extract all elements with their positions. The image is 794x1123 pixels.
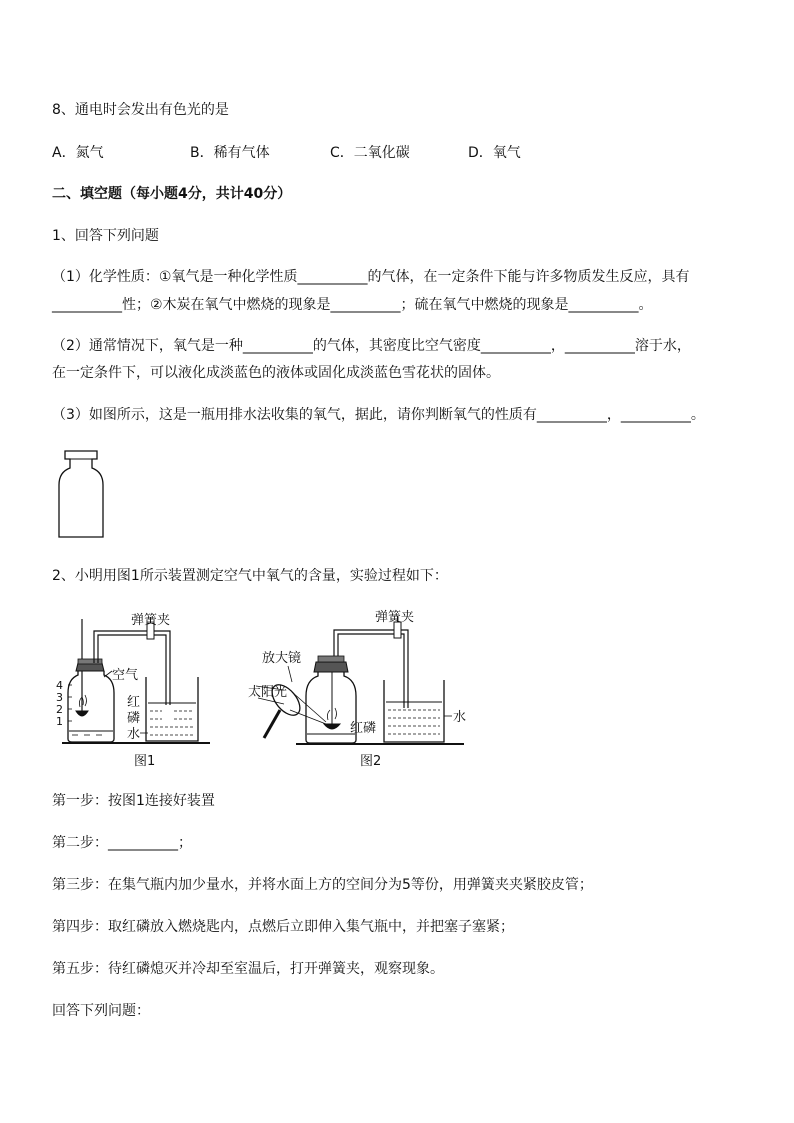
section-heading: 二、填空题（每小题4分，共计40分） <box>52 186 292 202</box>
step-5: 第五步：待红磷熄灭并冷却至室温后，打开弹簧夹，观察现象。 <box>52 961 444 977</box>
fq2-title: 2、小明用图1所示装置测定空气中氧气的含量，实验过程如下： <box>52 568 448 584</box>
step-4: 第四步：取红磷放入燃烧匙内，点燃后立即伸入集气瓶中，并把塞子塞紧； <box>52 919 514 935</box>
fig2-clamp-label: 弹簧夹 <box>375 610 415 625</box>
figure-2-apparatus <box>248 600 470 770</box>
fq1-p1-line2: __________性；②木炭在氧气中燃烧的现象是__________；硫在氧气中燃烧的现象是__________。 <box>52 297 653 313</box>
fig1-phos-label: 磷 <box>127 711 141 726</box>
fig2-water-label: 水 <box>453 710 467 725</box>
step-3: 第三步：在集气瓶内加少量水，并将水面上方的空间分为5等份，用弹簧夹夹紧胶皮管； <box>52 877 593 893</box>
fig1-scale-3: 3 <box>56 691 63 704</box>
fq1-p2-line1: （2）通常情况下，氧气是一种__________的气体，其密度比空气密度__________，__________溶于水， <box>52 338 691 354</box>
gas-bottle-outline <box>59 451 103 537</box>
q8-stem: 8、通电时会发出有色光的是 <box>52 102 229 118</box>
q8-option-a: A．氮气 <box>52 145 104 161</box>
fq1-p3-line1: （3）如图所示，这是一瓶用排水法收集的氧气，据此，请你判断氧气的性质有__________，__________。 <box>52 407 705 423</box>
fig1-water-label: 水 <box>127 727 141 742</box>
step-1: 第一步：按图1连接好装置 <box>52 793 215 809</box>
fig1-red-label: 红 <box>127 695 141 710</box>
fq1-title: 1、回答下列问题 <box>52 228 159 244</box>
q8-option-d: D．氧气 <box>468 145 521 161</box>
fig1-caption: 图1 <box>134 754 156 769</box>
fig1-clamp-label: 弹簧夹 <box>131 613 171 628</box>
fig1-air-label: 空气 <box>112 668 139 683</box>
gas-bottle-figure <box>55 450 115 540</box>
fig1-scale-1: 1 <box>56 715 63 728</box>
fq1-p2-line2: 在一定条件下，可以液化成淡蓝色的液体或固化成淡蓝色雪花状的固体。 <box>52 365 500 381</box>
fig2-sunlight-label: 太阳光 <box>248 685 288 700</box>
figure-1-apparatus <box>52 605 214 770</box>
step-2: 第二步：__________； <box>52 835 192 851</box>
fig2-magnifier-label: 放大镜 <box>262 651 302 666</box>
q8-option-c: C．二氧化碳 <box>330 145 410 161</box>
fig2-phosphorus-label: 红磷 <box>350 721 377 736</box>
fq1-p1-line1: （1）化学性质：①氧气是一种化学性质__________的气体，在一定条件下能与许多物质发生反应，具有 <box>52 269 690 285</box>
q8-option-b: B．稀有气体 <box>190 145 270 161</box>
fig1-scale-4: 4 <box>56 679 63 692</box>
fig1-scale-2: 2 <box>56 703 63 716</box>
fig2-caption: 图2 <box>360 754 382 769</box>
answer-prompt: 回答下列问题： <box>52 1003 150 1019</box>
